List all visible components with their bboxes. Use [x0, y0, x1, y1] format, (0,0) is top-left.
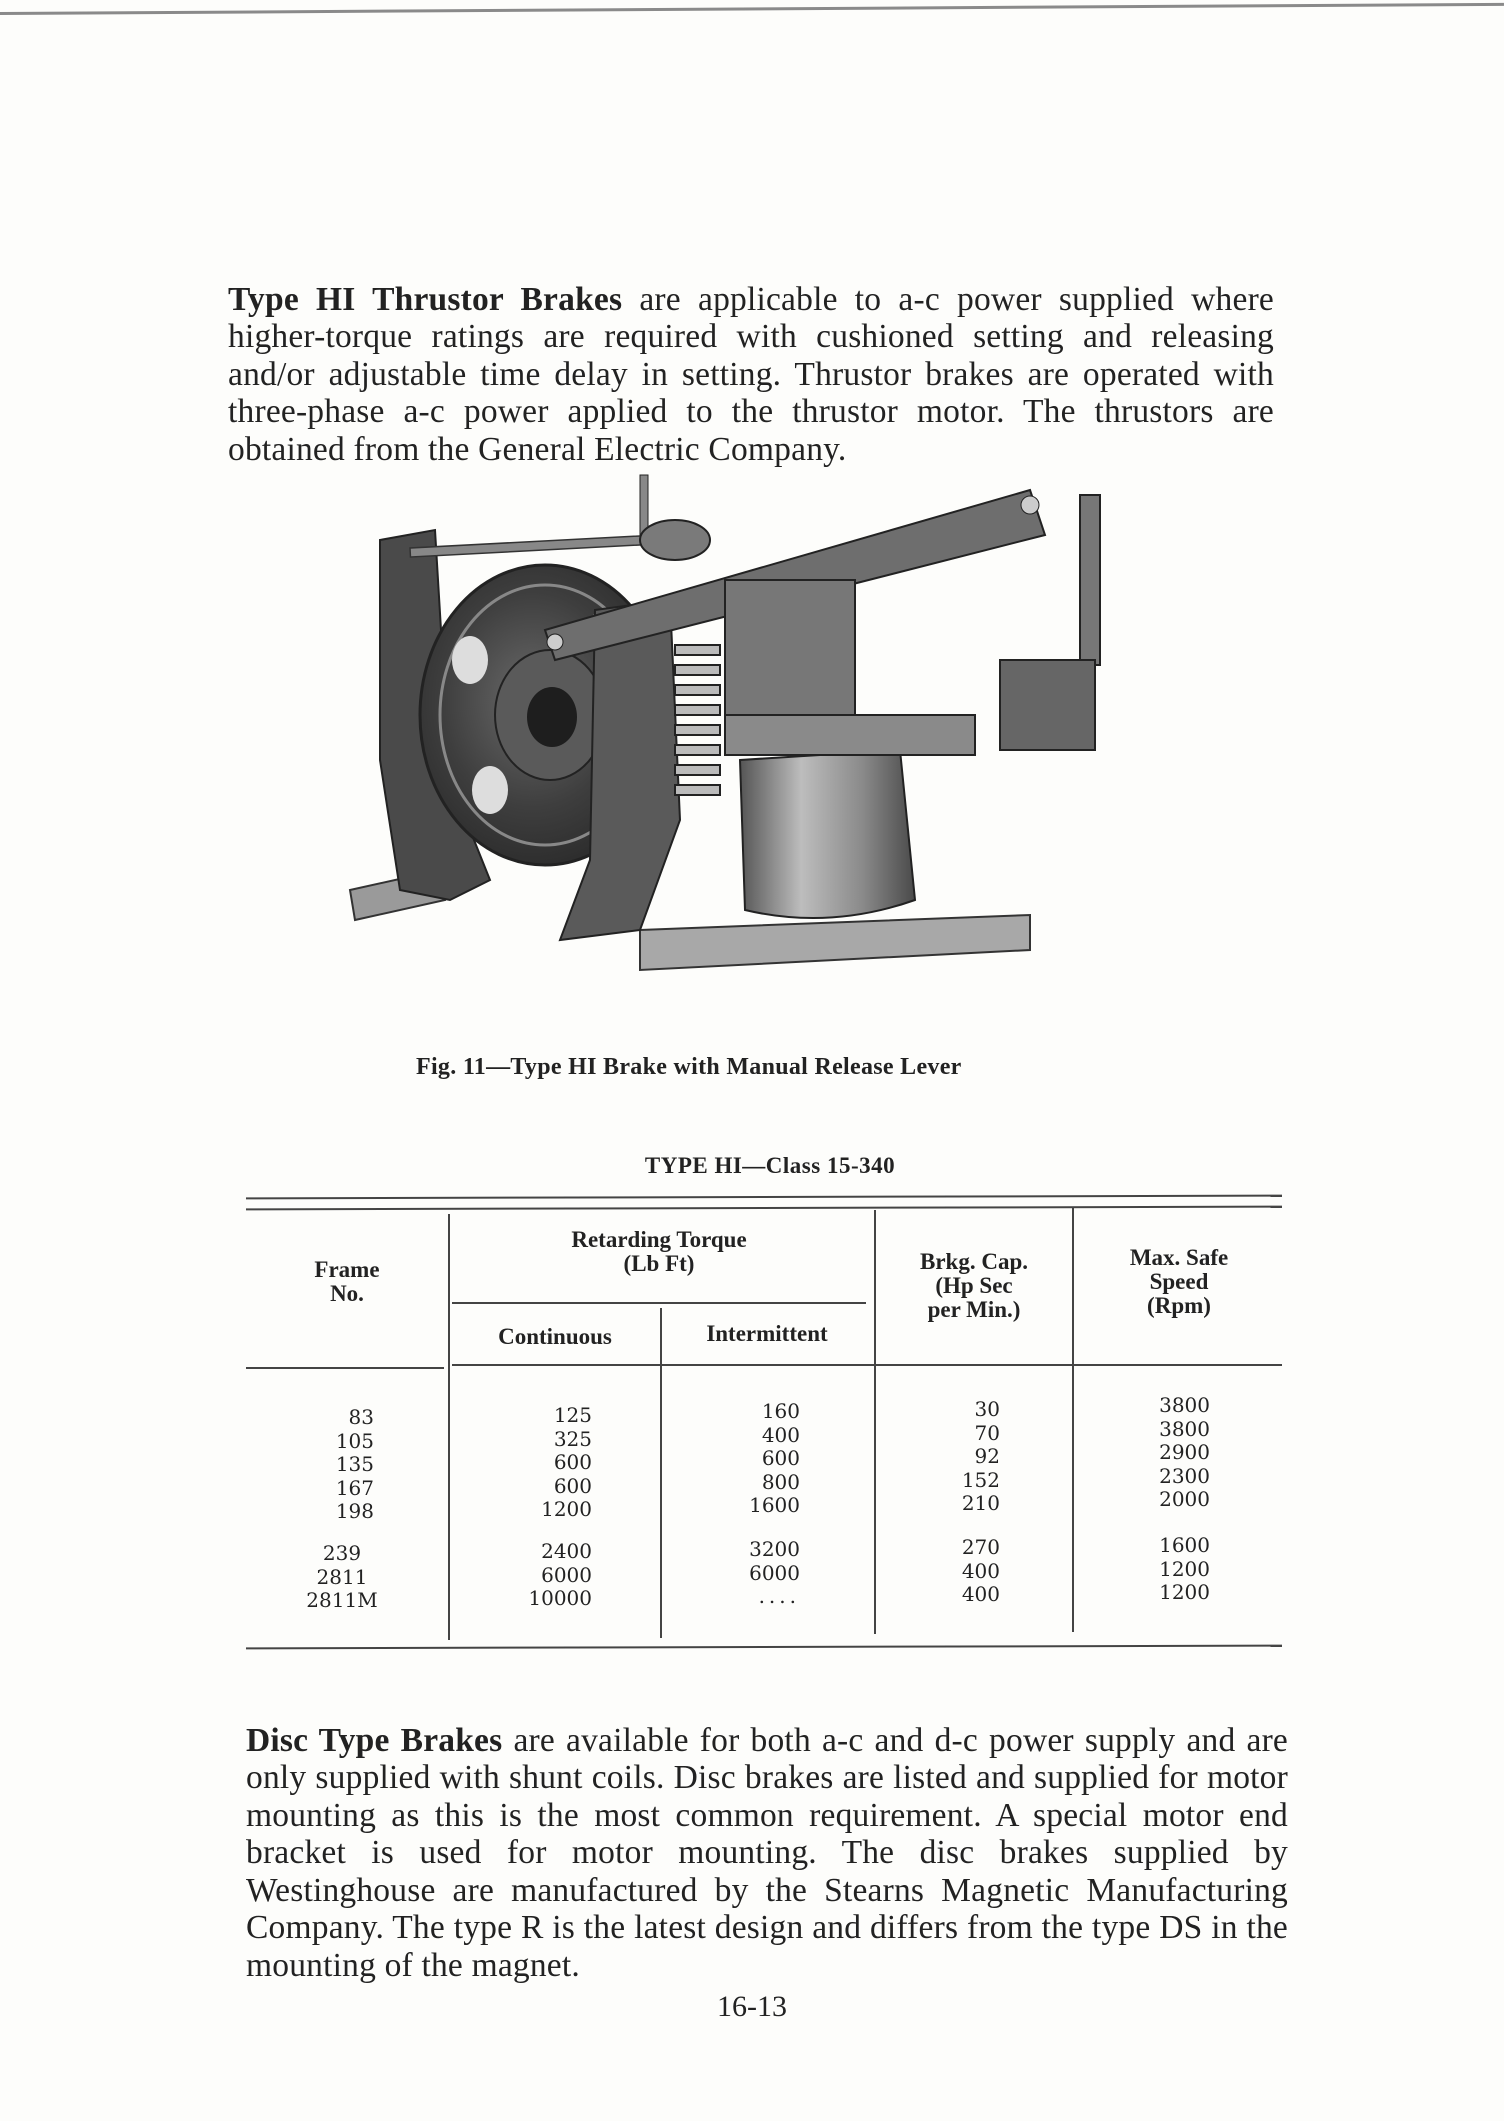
cell-speed: 1200: [1159, 1580, 1210, 1604]
cell-intermittent: 6000: [749, 1560, 800, 1585]
header-max-speed: [1076, 1246, 1282, 1318]
header-brkg-cap: [878, 1250, 1070, 1322]
cell-speed: 2300: [1159, 1463, 1210, 1488]
table-top-rule: [246, 1195, 1282, 1200]
header-rule: [452, 1364, 1282, 1366]
cell-intermittent: 600: [761, 1446, 800, 1470]
cell-speed: 1600: [1159, 1533, 1210, 1557]
intro-lead: Type HI Thrustor Brakes: [228, 280, 623, 318]
cell-continuous: 10000: [528, 1586, 592, 1610]
cell-brkg: 210: [961, 1491, 1000, 1515]
header-torque-line: Retarding Torque: [571, 1227, 747, 1252]
col-frame: [300, 1542, 384, 1613]
cell-brkg: 70: [974, 1420, 1000, 1445]
cell-frame: 2811: [316, 1564, 368, 1589]
cell-frame: 135: [335, 1452, 374, 1476]
col-divider: [874, 1210, 876, 1634]
cell-speed: 2000: [1159, 1487, 1210, 1511]
col-continuous: [500, 1540, 592, 1611]
intro-text: are applicable to a-c power supplied where higher-torque ratings are required with cushioned setting and releasing and/or adjustable time delay in setting. Thrustor brakes are operated with three-phase a-c power applied to the thrustor motor. The thrustors are obtained from the General Electric Company.: [228, 280, 1274, 468]
cell-continuous: 325: [553, 1426, 592, 1451]
brake-photo: [340, 460, 1140, 1040]
scan-edge-line: [0, 3, 1504, 15]
cell-frame: 105: [335, 1428, 374, 1453]
cell-frame: 239: [322, 1541, 362, 1565]
cell-intermittent: 160: [761, 1399, 800, 1423]
header-torque: [452, 1228, 866, 1276]
cell-brkg: 92: [974, 1444, 1000, 1468]
col-brkg: [900, 1536, 1000, 1607]
col-brkg: [900, 1398, 1000, 1516]
torque-sub-rule: [452, 1302, 866, 1304]
page-number: 16-13: [717, 1990, 787, 2023]
disc-lead: Disc Type Brakes: [246, 1721, 503, 1759]
cell-frame: 83: [348, 1405, 374, 1429]
table-title: TYPE HI—Class 15-340: [644, 1153, 896, 1178]
col-divider: [448, 1214, 450, 1640]
col-intermittent: [700, 1400, 800, 1518]
col-frame: [300, 1406, 374, 1524]
col-divider: [1072, 1208, 1074, 1632]
header-frame-line: Frame: [314, 1257, 380, 1282]
figure-caption: Fig. 11—Type HI Brake with Manual Release Lever: [416, 1054, 962, 1080]
cell-continuous: 600: [553, 1450, 592, 1474]
header-rule: [246, 1367, 444, 1369]
header-continuous: Continuous: [498, 1324, 612, 1349]
cell-speed: 2900: [1159, 1440, 1210, 1464]
cell-brkg: 152: [961, 1467, 1000, 1492]
header-frame-line: No.: [330, 1281, 364, 1306]
cell-intermittent: 1600: [749, 1493, 800, 1517]
cell-frame: 2811M: [306, 1588, 378, 1612]
cell-continuous: 600: [553, 1473, 592, 1498]
cell-brkg: 30: [974, 1397, 1000, 1421]
cell-speed: 3800: [1159, 1393, 1210, 1417]
col-intermittent: [700, 1538, 800, 1609]
cell-continuous: 125: [553, 1403, 592, 1427]
header-speed-line: (Rpm): [1147, 1293, 1211, 1318]
cell-frame: 167: [335, 1475, 374, 1500]
cell-intermittent: 3200: [749, 1537, 800, 1561]
cell-intermittent: ....: [758, 1584, 800, 1608]
cell-speed: 3800: [1159, 1416, 1210, 1441]
intro-paragraph: [228, 281, 1274, 469]
cell-frame: 198: [335, 1499, 374, 1523]
col-continuous: [500, 1404, 592, 1522]
header-brkg-line: per Min.): [927, 1297, 1021, 1322]
header-speed-line: Max. Safe: [1129, 1245, 1229, 1270]
disc-paragraph: [246, 1722, 1288, 1985]
header-torque-line: (Lb Ft): [623, 1251, 695, 1276]
header-brkg-line: Brkg. Cap.: [920, 1249, 1028, 1274]
thrustor-brake-illustration: [340, 460, 1140, 1040]
cell-continuous: 6000: [541, 1562, 592, 1587]
cell-speed: 1200: [1159, 1556, 1210, 1581]
header-frame: [262, 1258, 432, 1306]
cell-brkg: 270: [961, 1535, 1000, 1559]
col-speed: [1110, 1394, 1210, 1512]
cell-continuous: 2400: [541, 1539, 592, 1563]
table-bottom-rule: [246, 1645, 1282, 1650]
cell-continuous: 1200: [541, 1497, 592, 1521]
header-speed-line: Speed: [1149, 1269, 1209, 1294]
cell-intermittent: 400: [761, 1422, 800, 1447]
col-speed: [1110, 1534, 1210, 1605]
cell-brkg: 400: [961, 1558, 1000, 1583]
disc-text: are available for both a-c and d-c power supply and are only supplied with shunt coils. Disc brakes are listed and supplied for motor mounting as this is the most common requirement. A special motor end bracket is used for motor mounting. The disc brakes supplied by Westinghouse are manufactured by the Stearns Magnetic Manufacturing Company. The type R is the latest design and differs from the type DS in the mounting of the magnet.: [246, 1721, 1288, 1984]
header-brkg-line: (Hp Sec: [935, 1273, 1013, 1298]
col-divider: [660, 1308, 662, 1638]
cell-intermittent: 800: [761, 1469, 800, 1494]
table-top-rule-2: [246, 1206, 1282, 1211]
cell-brkg: 400: [961, 1582, 1000, 1606]
header-intermittent: Intermittent: [706, 1321, 828, 1346]
